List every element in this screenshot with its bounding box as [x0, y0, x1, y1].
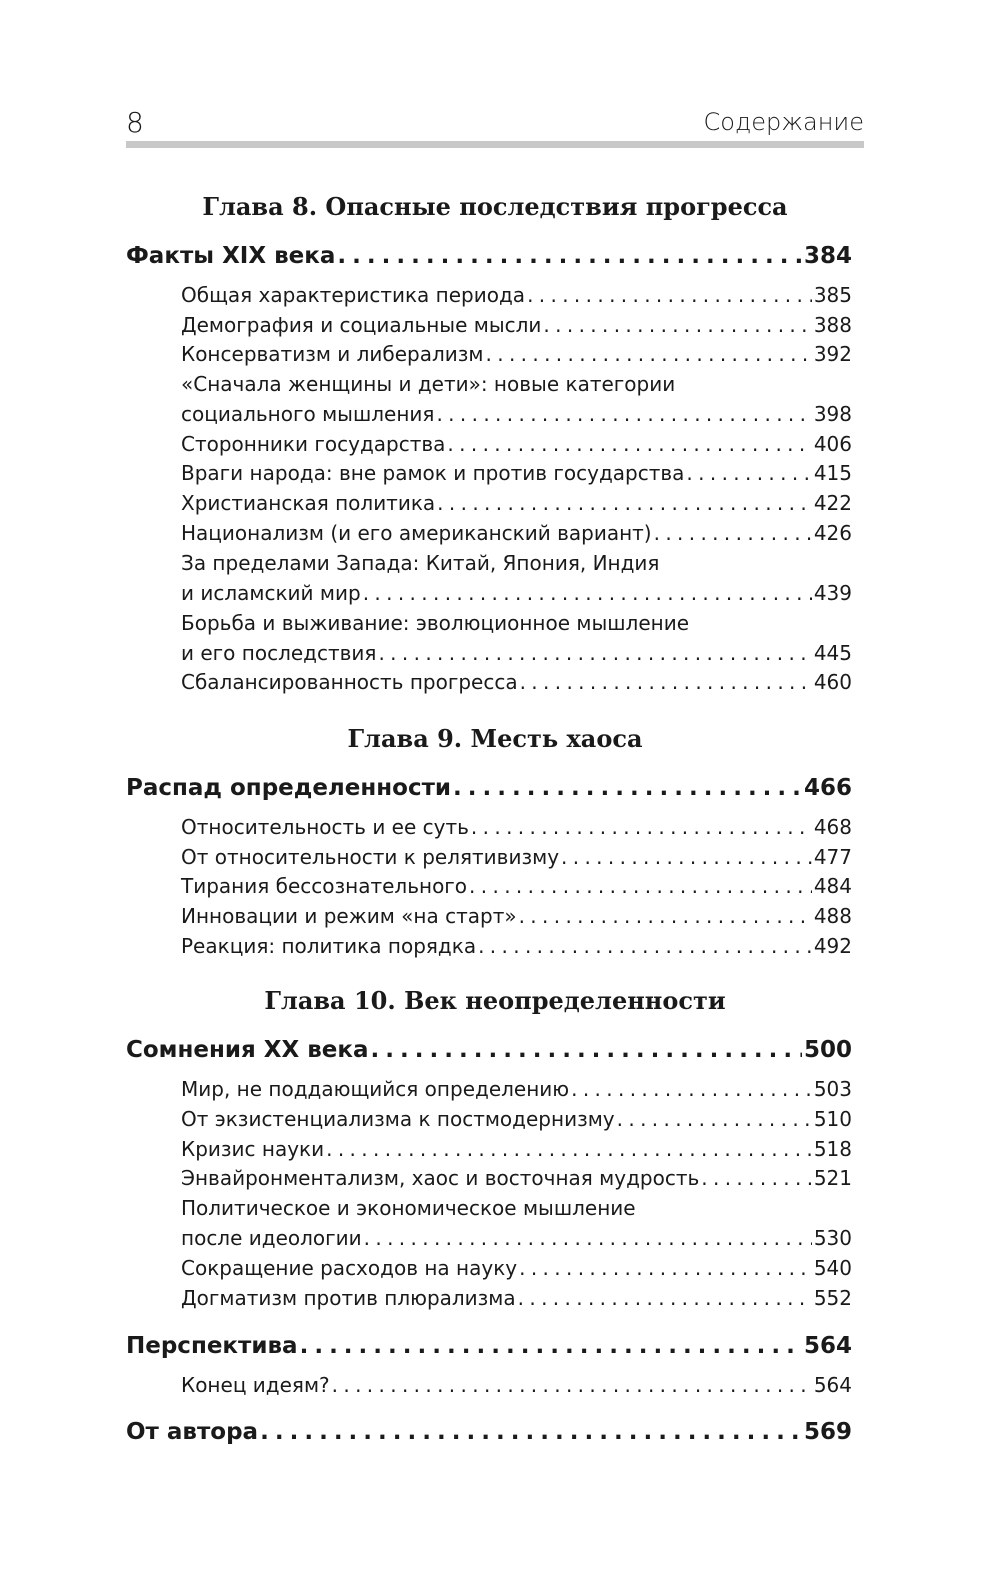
toc-entry[interactable] — [181, 491, 852, 515]
chapter-heading: Глава 9. Месть хаоса — [347, 724, 643, 753]
toc-entry[interactable] — [181, 1166, 852, 1190]
entry-page: 422 — [813, 491, 852, 515]
toc-entry[interactable] — [181, 402, 852, 426]
section-title: Факты XIX века — [126, 243, 336, 269]
dot-leader — [701, 1166, 812, 1190]
toc-entry[interactable] — [181, 1077, 852, 1101]
dot-leader — [471, 815, 812, 839]
entry-title: Реакция: политика порядка — [181, 934, 477, 958]
entry-page: 492 — [813, 934, 852, 958]
toc-section[interactable] — [126, 775, 852, 801]
toc-entry[interactable] — [181, 283, 852, 307]
dot-leader — [469, 874, 812, 898]
dot-leader — [654, 521, 812, 545]
dot-leader — [478, 934, 812, 958]
entry-title: Энвайронментализм, хаос и восточная мудрость — [181, 1166, 700, 1190]
entry-page: 530 — [813, 1226, 852, 1250]
entry-title: Инновации и режим «на старт» — [181, 904, 517, 928]
entry-page: 552 — [813, 1286, 852, 1310]
entry-page: 426 — [813, 521, 852, 545]
toc-entry[interactable] — [181, 815, 852, 839]
dot-leader — [378, 641, 811, 665]
dot-leader — [337, 243, 802, 269]
entry-title: Демография и социальные мысли — [181, 313, 542, 337]
entry-page: 540 — [813, 1256, 852, 1280]
entry-page: 503 — [813, 1077, 852, 1101]
page-number: 8 — [126, 106, 144, 139]
toc-entry[interactable] — [181, 1286, 852, 1310]
section-title: От автора — [126, 1419, 259, 1445]
entry-page: 564 — [813, 1373, 852, 1397]
toc-entry[interactable] — [181, 342, 852, 366]
entry-page: 415 — [813, 461, 852, 485]
entry-title: и его последствия — [181, 641, 377, 665]
dot-leader — [371, 1037, 802, 1063]
entry-title: Сторонники государства — [181, 432, 446, 456]
dot-leader — [326, 1137, 812, 1161]
entry-page: 398 — [813, 402, 852, 426]
section-page: 564 — [803, 1333, 852, 1359]
entry-page: 460 — [813, 670, 852, 694]
dot-leader — [363, 581, 812, 605]
section-title: Распад определенности — [126, 775, 452, 801]
entry-title: Консерватизм и либерализм — [181, 342, 484, 366]
toc-entry[interactable] — [181, 581, 852, 605]
running-header — [126, 100, 864, 148]
entry-page: 488 — [813, 904, 852, 928]
entry-title: От экзистенциализма к постмодернизму — [181, 1107, 615, 1131]
section-page: 384 — [803, 243, 852, 269]
entry-title: и исламский мир — [181, 581, 361, 605]
dot-leader — [520, 670, 812, 694]
toc-entry[interactable] — [181, 641, 852, 665]
toc-entry[interactable] — [181, 1107, 852, 1131]
dot-leader — [332, 1373, 812, 1397]
section-page: 500 — [803, 1037, 852, 1063]
entry-title: Сбалансированность прогресса — [181, 670, 518, 694]
toc-section[interactable] — [126, 1419, 852, 1445]
section-title: Перспектива — [126, 1333, 298, 1359]
dot-leader — [486, 342, 812, 366]
toc-entry[interactable] — [181, 1373, 852, 1397]
entry-page: 392 — [813, 342, 852, 366]
toc-entry[interactable] — [181, 845, 852, 869]
running-title: Содержание — [703, 108, 864, 136]
toc-entry[interactable] — [181, 313, 852, 337]
entry-title: Общая характеристика периода — [181, 283, 526, 307]
entry-page: 388 — [813, 313, 852, 337]
entry-page: 477 — [813, 845, 852, 869]
entry-page: 468 — [813, 815, 852, 839]
toc-section[interactable] — [126, 1333, 852, 1359]
dot-leader — [364, 1226, 812, 1250]
toc-section[interactable] — [126, 243, 852, 269]
entry-title: Национализм (и его американский вариант) — [181, 521, 652, 545]
dot-leader — [527, 283, 812, 307]
entry-title-line1: За пределами Запада: Китай, Япония, Индия — [181, 551, 660, 575]
section-title: Сомнения XX века — [126, 1037, 369, 1063]
entry-page: 406 — [813, 432, 852, 456]
entry-page: 510 — [813, 1107, 852, 1131]
entry-page: 385 — [813, 283, 852, 307]
entry-page: 484 — [813, 874, 852, 898]
toc-section[interactable] — [126, 1037, 852, 1063]
dot-leader — [300, 1333, 802, 1359]
entry-title: Догматизм против плюрализма — [181, 1286, 516, 1310]
dot-leader — [686, 461, 811, 485]
toc-entry[interactable] — [181, 934, 852, 958]
entry-title-line1: Политическое и экономическое мышление — [181, 1196, 636, 1220]
entry-title: Враги народа: вне рамок и против государства — [181, 461, 685, 485]
chapter-heading: Глава 8. Опасные последствия прогресса — [202, 192, 788, 221]
dot-leader — [436, 402, 811, 426]
toc-entry[interactable] — [181, 461, 852, 485]
toc-entry[interactable] — [181, 874, 852, 898]
entry-page: 445 — [813, 641, 852, 665]
entry-page: 439 — [813, 581, 852, 605]
toc-entry[interactable] — [181, 521, 852, 545]
dot-leader — [447, 432, 811, 456]
section-page: 466 — [803, 775, 852, 801]
entry-title: Конец идеям? — [181, 1373, 330, 1397]
entry-title: Сокращение расходов на науку — [181, 1256, 518, 1280]
dot-leader — [519, 1256, 812, 1280]
entry-title: после идеологии — [181, 1226, 362, 1250]
entry-title: Относительность и ее суть — [181, 815, 469, 839]
dot-leader — [518, 1286, 812, 1310]
dot-leader — [571, 1077, 812, 1101]
entry-title: От относительности к релятивизму — [181, 845, 560, 869]
dot-leader — [543, 313, 811, 337]
toc-entry[interactable] — [181, 1226, 852, 1250]
dot-leader — [453, 775, 802, 801]
dot-leader — [561, 845, 812, 869]
toc-entry[interactable] — [181, 1256, 852, 1280]
entry-title: Кризис науки — [181, 1137, 325, 1161]
entry-title: Мир, не поддающийся определению — [181, 1077, 570, 1101]
toc-entry[interactable] — [181, 1137, 852, 1161]
dot-leader — [617, 1107, 812, 1131]
entry-page: 518 — [813, 1137, 852, 1161]
toc-entry[interactable] — [181, 904, 852, 928]
toc-entry[interactable] — [181, 432, 852, 456]
entry-page: 521 — [813, 1166, 852, 1190]
entry-title: социального мышления — [181, 402, 435, 426]
chapter-heading: Глава 10. Век неопределенности — [264, 986, 726, 1015]
section-page: 569 — [803, 1419, 852, 1445]
dot-leader — [437, 491, 812, 515]
entry-title-line1: «Сначала женщины и дети»: новые категории — [181, 372, 676, 396]
toc-entry[interactable] — [181, 670, 852, 694]
dot-leader — [260, 1419, 802, 1445]
entry-title-line1: Борьба и выживание: эволюционное мышление — [181, 611, 690, 635]
entry-title: Христианская политика — [181, 491, 436, 515]
entry-title: Тирания бессознательного — [181, 874, 468, 898]
dot-leader — [519, 904, 812, 928]
